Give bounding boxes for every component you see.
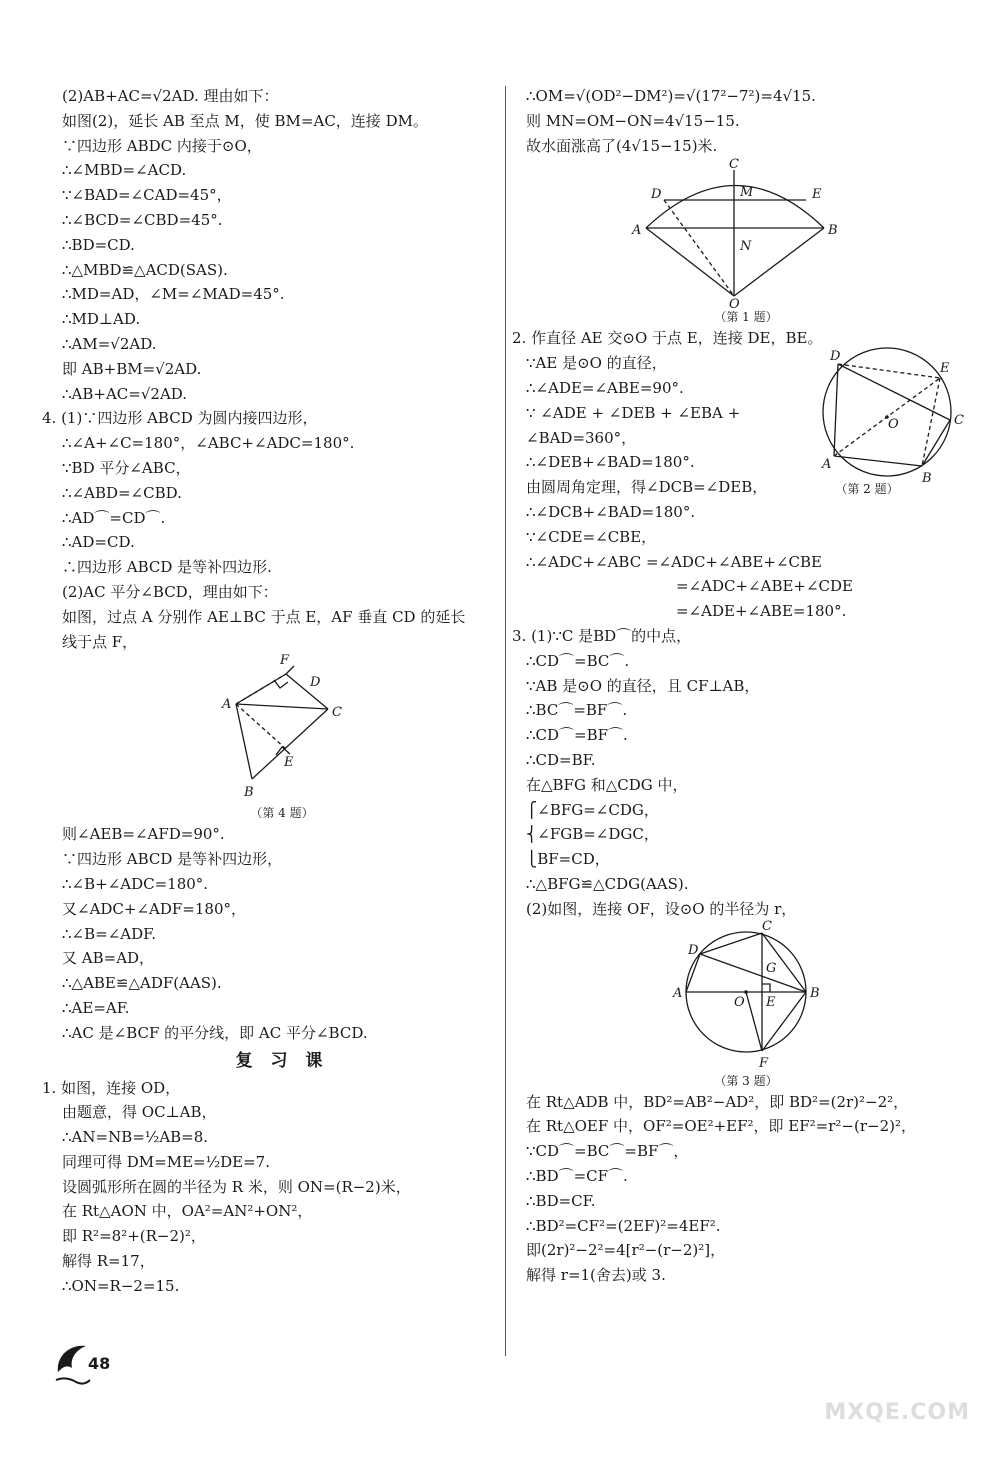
label-E: E [812, 187, 822, 203]
label-A: A [822, 457, 832, 473]
text-line: 同理可得 DM=ME=½DE=7. [62, 1152, 270, 1171]
text-line: 如图(2)，延长 AB 至点 M，使 BM=AC，连接 DM。 [62, 111, 428, 130]
label-D: D [830, 349, 841, 365]
text-line: 即 AB+BM=√2AD. [62, 359, 202, 378]
text-line: 解得 R=17， [62, 1252, 155, 1271]
figure-caption: （第 4 题） [250, 806, 314, 821]
text-line: (2)AC 平分∠BCD，理由如下： [62, 582, 278, 601]
label-M: M [740, 185, 754, 201]
text-line: 又∠ADC+∠ADF=180°， [62, 899, 247, 918]
text-line: ∴∠B=∠ADF. [62, 924, 156, 943]
quadrilateral-diagram [62, 654, 502, 804]
text-line: ∴CD⌒=BF⌒. [526, 726, 628, 745]
watermark: MXQE.COM [824, 1400, 970, 1425]
text-line: ∵ ∠ADE + ∠DEB + ∠EBA + [526, 403, 741, 422]
text-line: ∴AC 是∠BCF 的平分线，即 AC 平分∠BCD. [62, 1023, 368, 1042]
text-line: ∴AN=NB=½AB=8. [62, 1128, 209, 1147]
label-C: C [954, 413, 964, 429]
text-line: ∴∠A+∠C=180°，∠ABC+∠ADC=180°. [62, 434, 355, 453]
problem-4-heading: 4. (1)∵四边形 ABCD 为圆内接四边形， [42, 409, 318, 428]
text-line: ∴BD²=CF²=(2EF)²=4EF². [526, 1216, 721, 1235]
text-line: 在 Rt△AON 中，OA²=AN²+ON²， [62, 1202, 313, 1221]
text-line: (2)AB+AC=√2AD. 理由如下： [62, 87, 279, 105]
text-line: ⎨∠FGB=∠DGC， [526, 825, 659, 844]
label-B: B [810, 985, 820, 1001]
text-line: 故水面涨高了(4√15−15)米. [526, 136, 718, 155]
text-line: ∠BAD=360°， [526, 428, 637, 447]
text-line: 在△BFG 和△CDG 中， [526, 775, 688, 794]
text-line: ∴BC⌒=BF⌒. [526, 701, 628, 720]
label-F: F [759, 1055, 769, 1071]
label-O: O [734, 994, 745, 1010]
text-line: 在 Rt△OEF 中，OF²=OE²+EF²，即 EF²=r²−(r−2)²， [526, 1117, 916, 1136]
figure-3 [526, 918, 966, 1072]
text-line: ∴AE=AF. [62, 998, 130, 1017]
label-D: D [688, 942, 699, 958]
text-line: ∴BD=CD. [62, 235, 135, 254]
label-O: O [729, 297, 740, 313]
text-line: 设圆弧形所在圆的半径为 R 米，则 ON=(R−2)米， [62, 1177, 411, 1196]
text-line: ∴OM=√(OD²−DM²)=√(17²−7²)=4√15. [526, 87, 816, 105]
text-line: ∴CD⌒=BC⌒. [526, 651, 630, 670]
label-C: C [729, 157, 739, 173]
figure-1 [526, 157, 966, 313]
figure-caption: （第 2 题） [835, 482, 899, 497]
figure-4 [62, 654, 502, 804]
label-E: E [940, 361, 950, 377]
text-line: (2)如图，连接 OF，设⊙O 的半径为 r， [526, 899, 797, 918]
text-line: ∴∠DEB+∠BAD=180°. [526, 453, 695, 472]
page-number: 48 [88, 1354, 111, 1373]
text-line: ∴AD=CD. [62, 533, 135, 552]
text-line: 即 R²=8²+(R−2)²， [62, 1227, 206, 1246]
text-line: ∴∠MBD=∠ACD. [62, 161, 187, 180]
text-line: 由圆周角定理，得∠DCB=∠DEB， [526, 478, 768, 497]
text-line: 线于点 F， [62, 632, 138, 651]
text-line: ∴CD=BF. [526, 750, 596, 769]
text-line: ∴△MBD≌△ACD(SAS). [62, 260, 228, 279]
text-line: ∴∠B+∠ADC=180°. [62, 874, 209, 893]
text-line: ∴∠ADC+∠ABC =∠ADC+∠ABE+∠CBE [526, 552, 822, 571]
text-line: ⎧∠BFG=∠CDG， [526, 800, 659, 819]
text-line: ∵∠BAD=∠CAD=45°， [62, 186, 232, 205]
text-line: ∴△BFG≌△CDG(AAS). [526, 874, 689, 893]
label-D: D [651, 187, 662, 203]
text-line: 在 Rt△ADB 中，BD²=AB²−AD²，即 BD²=(2r)²−2²， [526, 1092, 909, 1111]
text-line: ∴∠BCD=∠CBD=45°. [62, 210, 223, 229]
text-line: 即(2r)²−2²=4[r²−(r−2)²]， [526, 1241, 726, 1260]
text-line: ∴BD⌒=CF⌒. [526, 1166, 628, 1185]
text-line: ∵CD⌒=BC⌒=BF⌒， [526, 1142, 689, 1161]
text-line: ∴BD=CF. [526, 1191, 596, 1210]
text-line: ∴∠ADE=∠ABE=90°. [526, 378, 684, 397]
right-column [512, 84, 966, 1288]
circle-chord-diagram [526, 918, 966, 1072]
text-line: =∠ADC+∠ABE+∠CDE [676, 577, 854, 596]
text-line: ∴∠DCB+∠BAD=180°. [526, 502, 696, 521]
label-G: G [766, 960, 777, 976]
text-line: ∵AB 是⊙O 的直径，且 CF⊥AB， [526, 676, 760, 695]
text-line: ∴AB+AC=√2AD. [62, 384, 188, 403]
text-line: 由题意，得 OC⊥AB， [62, 1103, 217, 1122]
arc-bridge-diagram [526, 157, 966, 313]
text-line: ∴四边形 ABCD 是等补四边形. [62, 558, 272, 577]
label-E: E [284, 755, 294, 771]
text-line: 则∠AEB=∠AFD=90°. [62, 825, 225, 844]
label-B: B [828, 223, 838, 239]
text-line: ∵四边形 ABCD 是等补四边形， [62, 850, 283, 869]
left-column [42, 84, 502, 1299]
label-A: A [673, 985, 683, 1001]
figure-2 [812, 350, 962, 500]
label-F: F [280, 653, 290, 669]
problem-1-heading: 1. 如图，连接 OD， [42, 1078, 181, 1097]
label-O: O [888, 417, 899, 433]
dolphin-logo-icon [52, 1338, 92, 1392]
section-title: 复 习 课 [235, 1050, 329, 1071]
figure-caption: （第 1 题） [714, 310, 778, 325]
label-E: E [766, 994, 776, 1010]
text-line: ∴△ABE≌△ADF(AAS). [62, 974, 222, 993]
column-divider [505, 86, 506, 1356]
label-A: A [632, 223, 642, 239]
text-line: ∵AE 是⊙O 的直径， [526, 354, 667, 373]
text-line: 如图，过点 A 分别作 AE⊥BC 于点 E，AF 垂直 CD 的延长 [62, 607, 466, 626]
label-N: N [740, 239, 752, 255]
label-C: C [762, 918, 772, 934]
text-line: ∴MD⊥AD. [62, 310, 141, 329]
label-A: A [222, 697, 232, 713]
problem-3-heading: 3. (1)∵C 是BD⌒的中点， [512, 626, 692, 645]
label-B: B [922, 471, 932, 487]
text-line: ⎩BF=CD， [526, 850, 610, 869]
circle-quadrilateral-diagram [812, 350, 962, 500]
label-B: B [244, 785, 254, 801]
figure-caption: （第 3 题） [714, 1073, 778, 1088]
label-D: D [310, 675, 321, 691]
text-line: 又 AB=AD， [62, 949, 155, 968]
text-line: 则 MN=OM−ON=4√15−15. [526, 111, 740, 130]
problem-2-block [512, 326, 966, 624]
text-line: ∴∠ABD=∠CBD. [62, 483, 182, 502]
label-C: C [332, 705, 342, 721]
problem-2-heading: 2. 作直径 AE 交⊙O 于点 E，连接 DE，BE。 [512, 329, 823, 348]
text-line: 解得 r=1(舍去)或 3. [526, 1266, 666, 1285]
text-line: ∵∠CDE=∠CBE， [526, 527, 657, 546]
text-line: ∴ON=R−2=15. [62, 1276, 180, 1295]
text-line: =∠ADE+∠ABE=180°. [676, 602, 847, 621]
text-line: ∴AD⌒=CD⌒. [62, 508, 166, 527]
text-line: ∴MD=AD，∠M=∠MAD=45°. [62, 285, 285, 304]
text-line: ∵BD 平分∠ABC， [62, 458, 191, 477]
text-line: ∴AM=√2AD. [62, 334, 157, 353]
text-line: ∵四边形 ABDC 内接于⊙O， [62, 136, 262, 155]
